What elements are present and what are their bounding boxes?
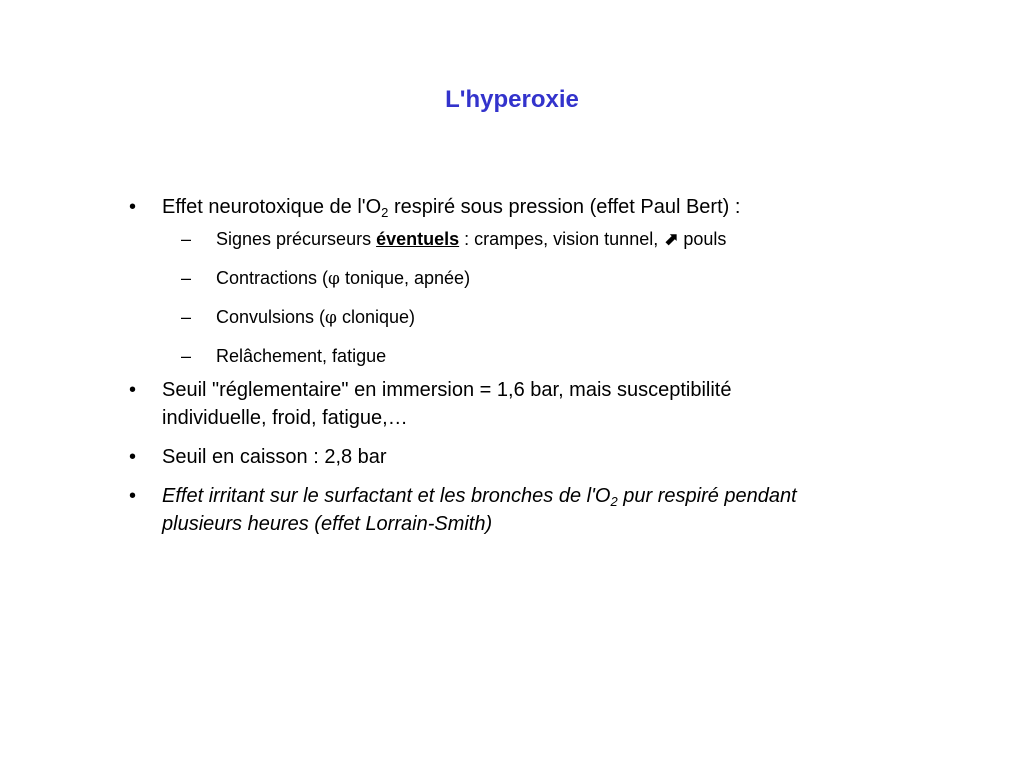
sub-item-text-before: Signes précurseurs [216,229,377,249]
o2-subscript: 2 [610,494,618,509]
emphasized-word: éventuels [376,229,460,249]
dash-marker: – [181,268,192,288]
sub-item-text: Relâchement, fatigue [216,346,387,366]
phi-symbol: φ [328,269,340,289]
o2-subscript: 2 [381,205,389,220]
dash-marker: – [181,229,192,249]
sub-item-convulsions [126,305,906,330]
sub-item-relaxation [126,344,906,368]
bullet-text-before: Effet neurotoxique de l'O [162,196,382,218]
bullet-item-irritant-effect [126,482,906,538]
bullet-marker: • [129,485,137,507]
bullet-text-after: pur respiré pendant [617,485,797,507]
sub-item-text-after: pouls [678,229,727,249]
bullet-item-threshold-chamber [126,443,906,471]
sub-item-precursor-signs [126,227,906,252]
dash-marker: – [181,307,192,327]
bullet-line-2: plusieurs heures (effet Lorrain-Smith) [162,513,493,535]
sub-item-contractions [126,266,906,291]
sub-item-text-before: Convulsions ( [216,307,326,327]
bullet-item-threshold-immersion [126,376,906,432]
bullet-list [126,193,906,549]
bullet-marker: • [129,446,137,468]
bullet-text: Seuil en caisson : 2,8 bar [162,446,387,468]
phi-symbol: φ [325,308,337,328]
bullet-line-1: Seuil "réglementaire" en immersion = 1,6 bar, mais susceptibilité [162,379,732,401]
sub-item-text-after: tonique, apnée) [339,268,471,288]
bullet-item-neurotoxic-effect [126,193,906,221]
sub-item-text-after: clonique) [336,307,415,327]
sub-item-text-before: Contractions ( [216,268,329,288]
bullet-text-before: Effet irritant sur le surfactant et les bronches de l'O [162,485,611,507]
dash-marker: – [181,346,192,366]
bullet-text-after: respiré sous pression (effet Paul Bert) : [388,196,741,218]
bullet-marker: • [129,196,137,218]
sub-item-text-middle: : crampes, vision tunnel, [459,229,664,249]
bullet-line-2: individuelle, froid, fatigue,… [162,407,408,429]
bullet-marker: • [129,379,137,401]
slide-title: L'hyperoxie [445,86,579,113]
increase-arrow-icon: ⬈ [663,229,679,250]
